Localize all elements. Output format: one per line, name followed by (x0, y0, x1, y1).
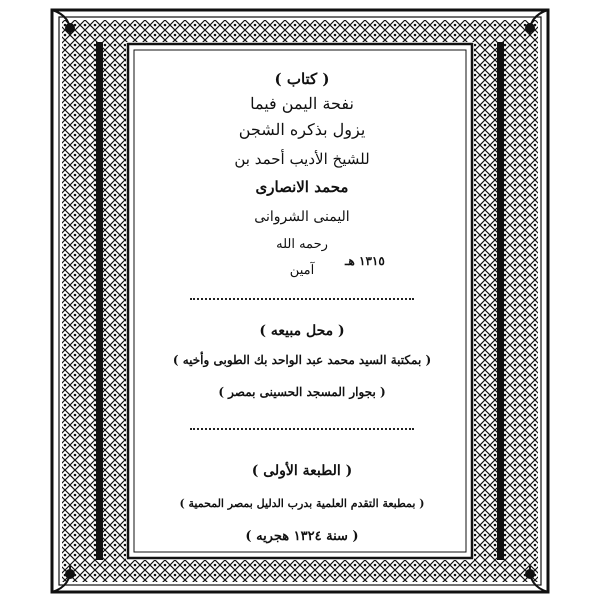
year-line: ( سنة ١٣٢٤ هجريه ) (245, 529, 359, 544)
book-title-line-2: يزول بذكره الشجن (238, 120, 366, 139)
sales-label: ( محل مبيعه ) (259, 323, 345, 339)
book-label: ( كتاب ) (274, 70, 330, 88)
text-panel (145, 60, 459, 570)
location-line: ( بجوار المسجد الحسينى بمصر ) (218, 385, 386, 399)
bookstore-line: ( بمكتبة السيد محمد عبد الواحد بك الطوبى وأخيه ) (172, 353, 432, 367)
author-line-2: محمد الانصارى (255, 178, 349, 196)
book-title-line-1: نفحة اليمن فيما (250, 94, 354, 113)
author-line-1: للشيخ الأديب أحمد بن (234, 150, 370, 168)
dotted-divider-bottom (190, 428, 414, 430)
blessing-line: رحمه الله (276, 237, 328, 252)
printer-line: ( بمطبعة التقدم العلمية بدرب الدليل بمصر المحمية ) (179, 497, 425, 510)
author-line-3: اليمنى الشروانى (254, 209, 350, 225)
dotted-divider-top (190, 298, 414, 300)
handwritten-note: ١٣١٥ هـ (345, 254, 385, 268)
edition-line: ( الطبعة الأولى ) (251, 463, 353, 479)
amen-line: آمين (289, 263, 315, 278)
